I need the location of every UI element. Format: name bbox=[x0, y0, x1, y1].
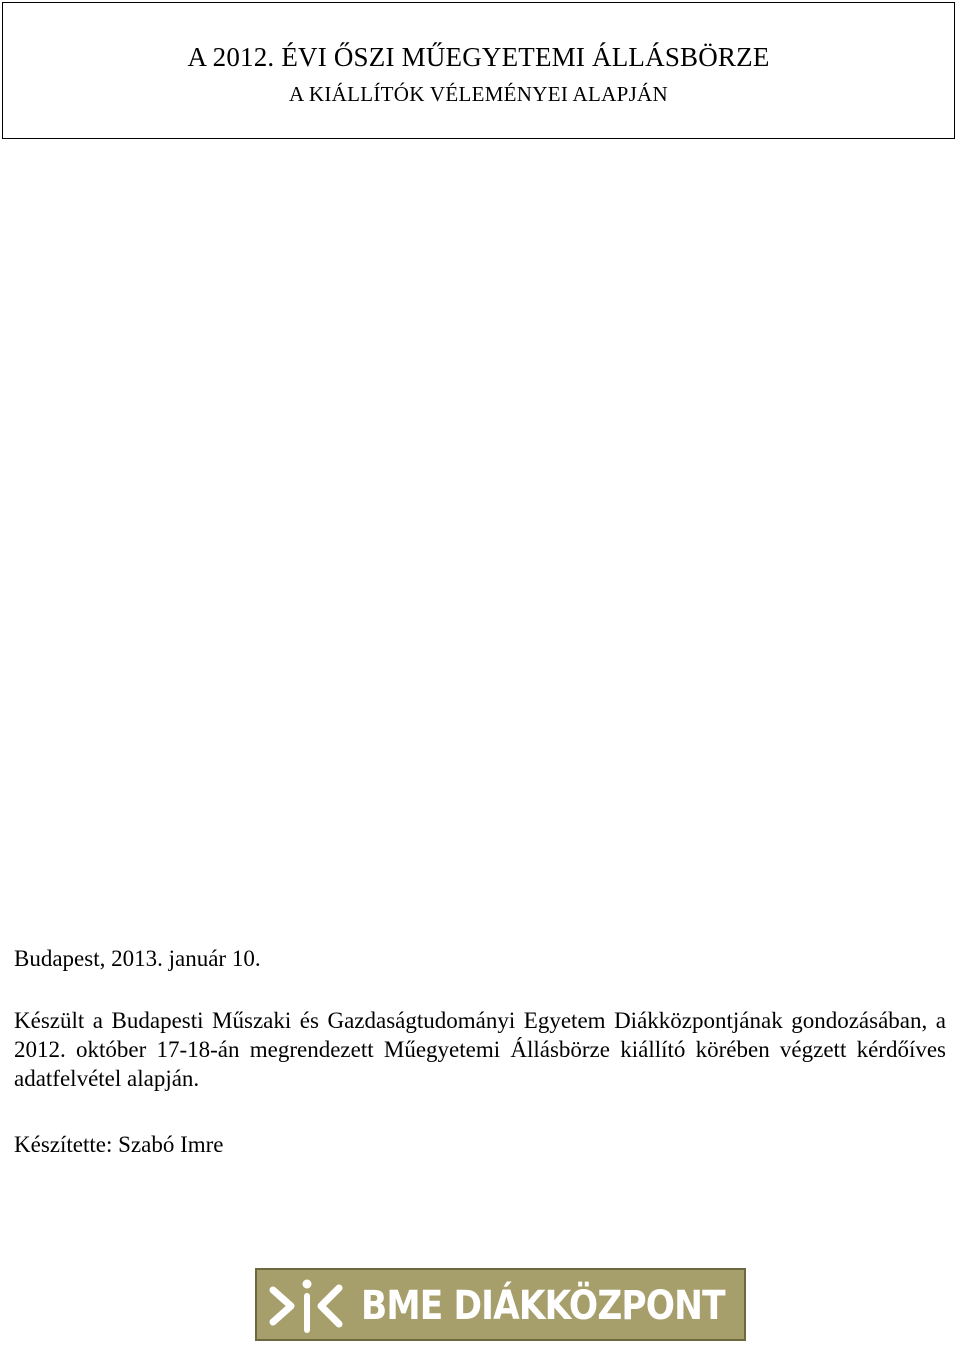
document-subtitle: A KIÁLLÍTÓK VÉLEMÉNYEI ALAPJÁN bbox=[289, 82, 668, 106]
document-description: Készült a Budapesti Műszaki és Gazdaságtudományi Egyetem Diákközpontjának gondozásában, a 2012. október 17-18-án megrendezett Műegyetemi Állásbörze kiállító körében végzett kérdőíves adatfelvétel alapján. bbox=[14, 1008, 946, 1091]
logo-text: BME DIÁKKÖZPONT bbox=[361, 1283, 725, 1329]
bme-diakkozpont-logo-icon bbox=[267, 1276, 347, 1336]
document-date: Budapest, 2013. január 10. bbox=[14, 946, 261, 971]
author-label: Készítette: bbox=[14, 1132, 113, 1157]
author-line bbox=[14, 1131, 224, 1159]
title-box bbox=[2, 2, 955, 139]
document-title: A 2012. ÉVI ŐSZI MŰEGYETEMI ÁLLÁSBÖRZE bbox=[187, 42, 770, 72]
author-name: Szabó Imre bbox=[112, 1132, 224, 1157]
bme-diakkozpont-logo bbox=[255, 1268, 746, 1341]
